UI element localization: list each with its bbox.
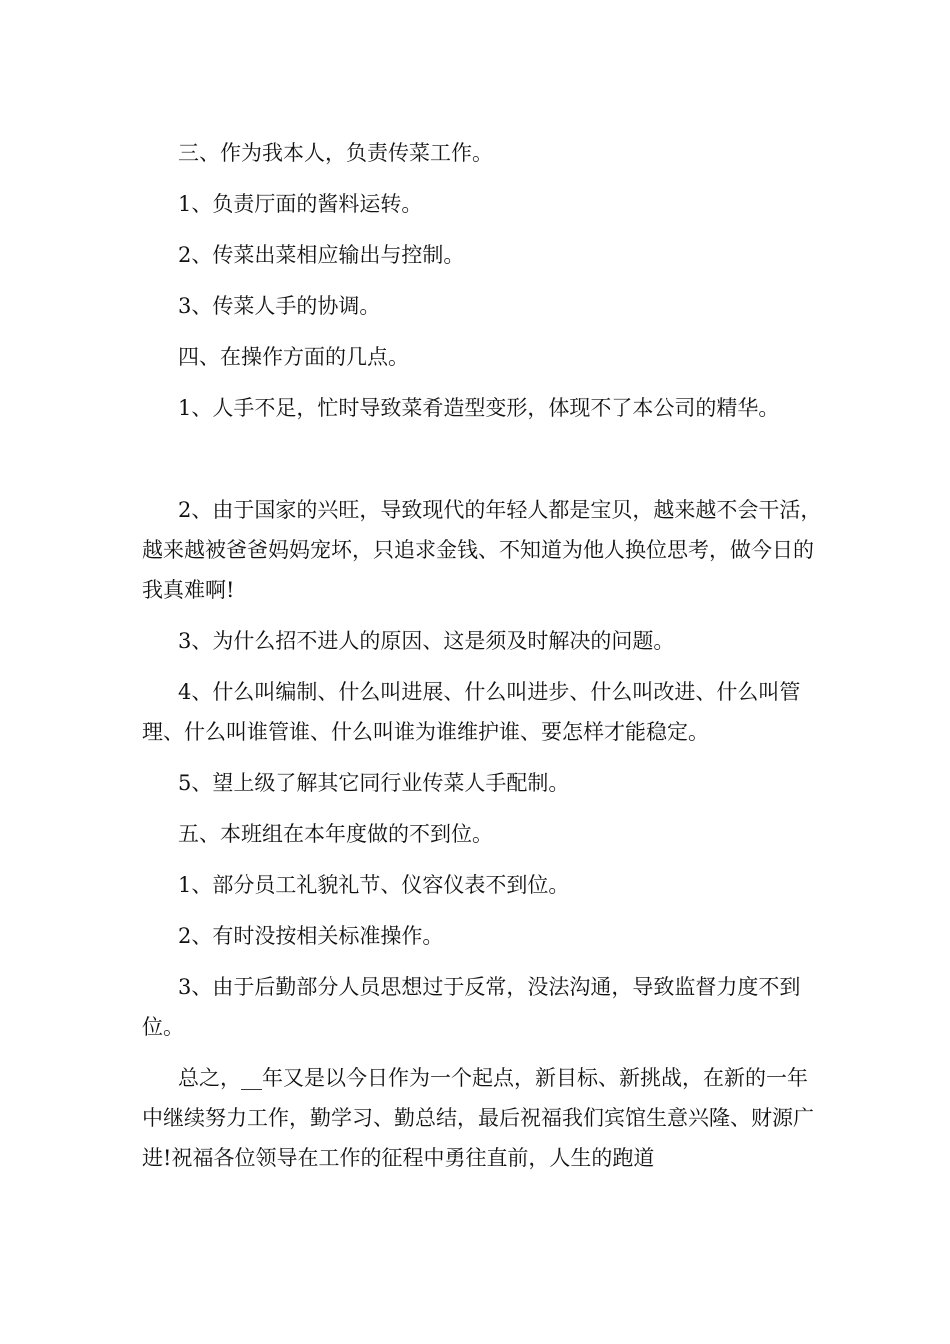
list-item: 3、传菜人手的协调。	[178, 294, 381, 318]
list-item: 3、由于后勤部分人员思想过于反常，没法沟通，导致监督力度不到位。	[142, 975, 801, 1039]
section-heading-4: 四、在操作方面的几点。	[178, 345, 409, 369]
list-item: 3、为什么招不进人的原因、这是须及时解决的问题。	[178, 629, 675, 653]
list-item: 5、望上级了解其它同行业传菜人手配制。	[178, 771, 570, 795]
list-item: 2、传菜出菜相应输出与控制。	[178, 243, 465, 267]
section-heading-5: 五、本班组在本年度做的不到位。	[178, 822, 493, 846]
list-item: 2、有时没按相关标准操作。	[178, 924, 444, 948]
list-item: 1、人手不足，忙时导致菜肴造型变形，体现不了本公司的精华。	[178, 396, 780, 420]
list-item: 1、部分员工礼貌礼节、仪容仪表不到位。	[178, 873, 570, 897]
list-item: 2、由于国家的兴旺，导致现代的年轻人都是宝贝，越来越不会干活，越来越被爸爸妈妈宠坏，只追求金钱、不知道为他人换位思考，做今日的我真难啊!	[142, 498, 822, 602]
list-item: 4、什么叫编制、什么叫进展、什么叫进步、什么叫改进、什么叫管理、什么叫谁管谁、什么叫谁为谁维护谁、要怎样才能稳定。	[142, 680, 801, 744]
closing-paragraph: 总之，__年又是以今日作为一个起点，新目标、新挑战，在新的一年中继续努力工作，勤学习、勤总结，最后祝福我们宾馆生意兴隆、财源广进!祝福各位领导在工作的征程中勇往直前，人生的跑道	[142, 1066, 814, 1170]
list-item: 1、负责厅面的酱料运转。	[178, 192, 423, 216]
section-heading-3: 三、作为我本人，负责传菜工作。	[178, 141, 493, 165]
document-body	[142, 133, 822, 1189]
